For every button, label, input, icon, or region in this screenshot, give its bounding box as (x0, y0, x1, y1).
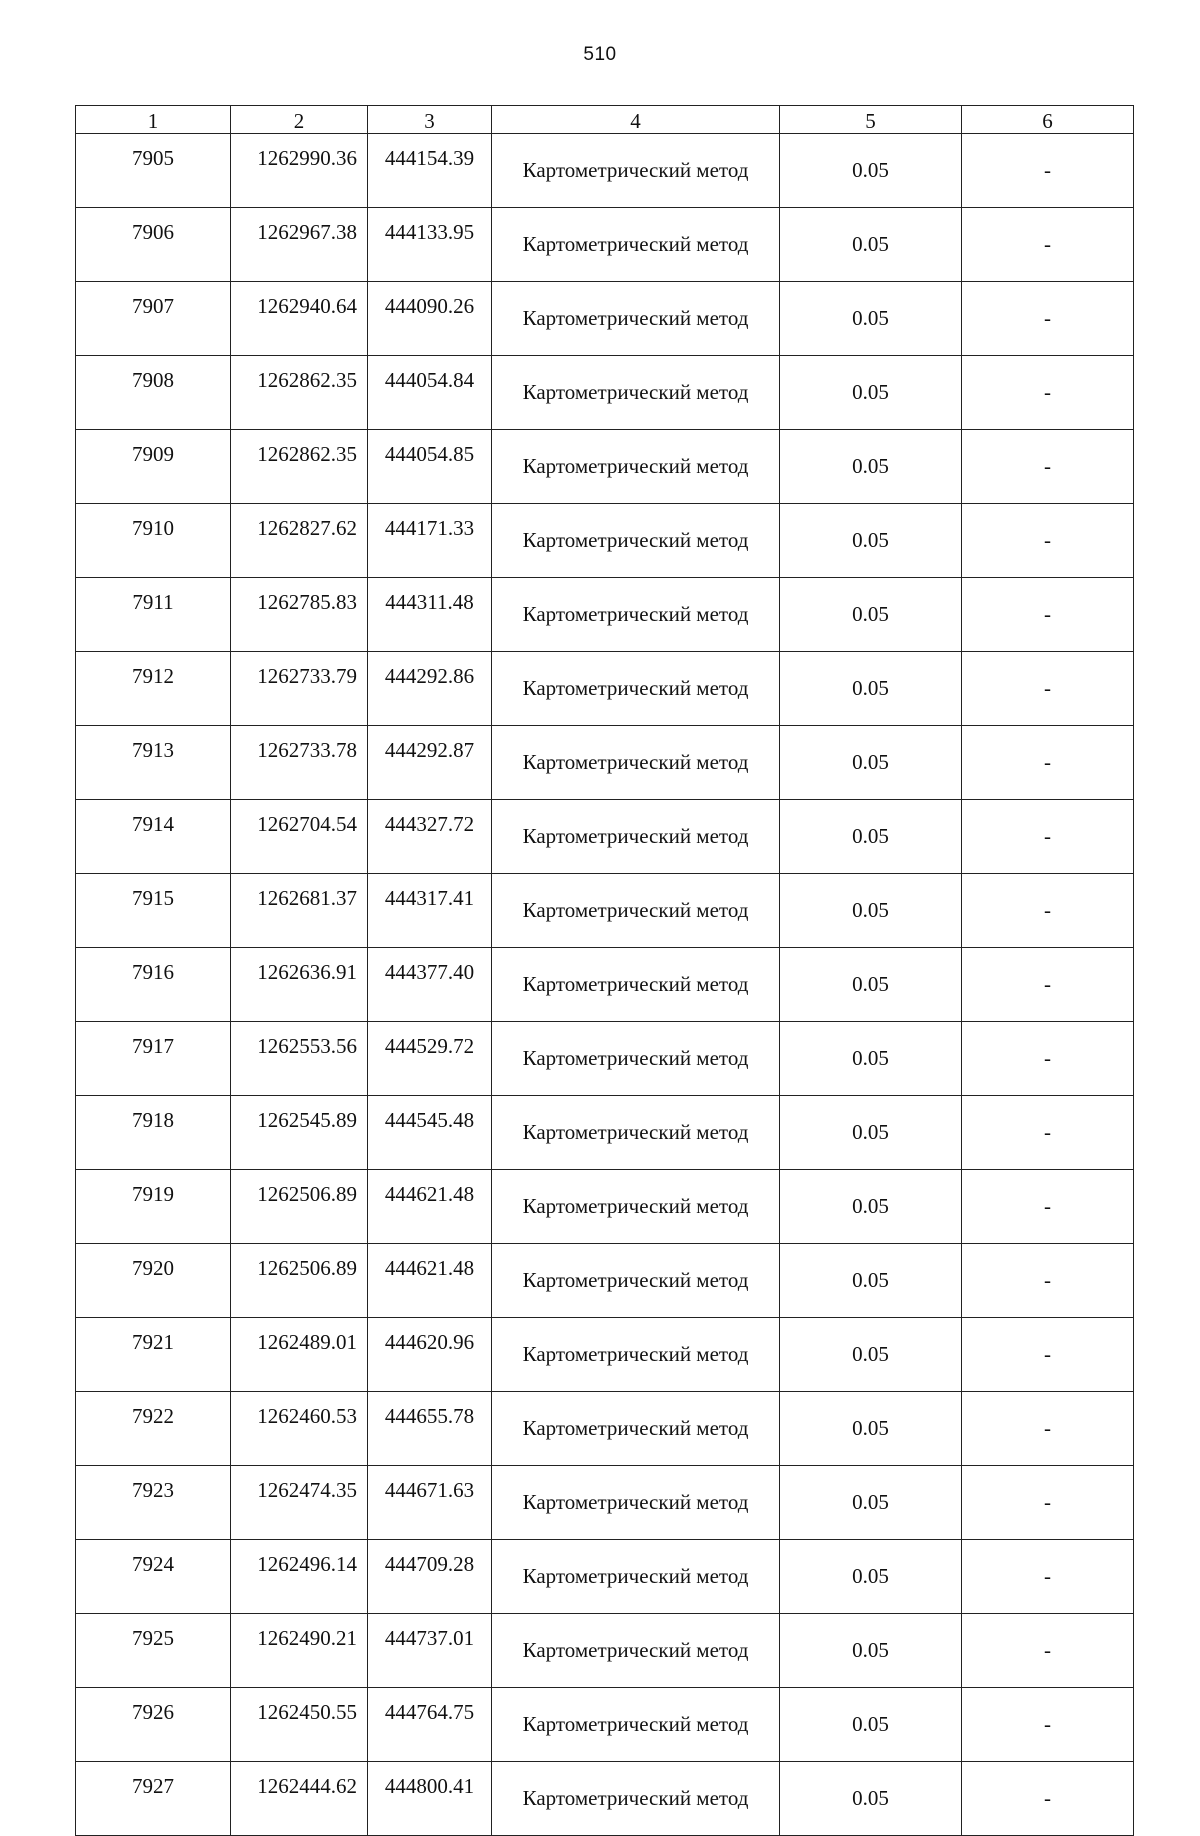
accuracy-cell: 0.05 (780, 578, 962, 652)
point-number-cell: 7920 (76, 1244, 231, 1318)
method-cell: Картометрический метод (492, 1466, 780, 1540)
table-row (76, 800, 1134, 874)
point-number-cell: 7917 (76, 1022, 231, 1096)
y-coordinate-cell: 444800.41 (368, 1762, 492, 1836)
accuracy-cell: 0.05 (780, 1392, 962, 1466)
method-cell: Картометрический метод (492, 726, 780, 800)
method-cell: Картометрический метод (492, 1244, 780, 1318)
table-row (76, 504, 1134, 578)
method-cell: Картометрический метод (492, 134, 780, 208)
point-number-cell: 7911 (76, 578, 231, 652)
x-coordinate-cell: 1262704.54 (231, 800, 368, 874)
y-coordinate-cell: 444327.72 (368, 800, 492, 874)
y-coordinate-cell: 444737.01 (368, 1614, 492, 1688)
method-cell: Картометрический метод (492, 1762, 780, 1836)
y-coordinate-cell: 444621.48 (368, 1170, 492, 1244)
y-coordinate-cell: 444620.96 (368, 1318, 492, 1392)
x-coordinate-cell: 1262940.64 (231, 282, 368, 356)
accuracy-cell: 0.05 (780, 948, 962, 1022)
accuracy-cell: 0.05 (780, 282, 962, 356)
x-coordinate-cell: 1262785.83 (231, 578, 368, 652)
x-coordinate-cell: 1262733.79 (231, 652, 368, 726)
note-cell: - (962, 1022, 1134, 1096)
x-coordinate-cell: 1262636.91 (231, 948, 368, 1022)
table-row (76, 282, 1134, 356)
x-coordinate-cell: 1262681.37 (231, 874, 368, 948)
accuracy-cell: 0.05 (780, 1540, 962, 1614)
method-cell: Картометрический метод (492, 948, 780, 1022)
accuracy-cell: 0.05 (780, 1244, 962, 1318)
table-row (76, 1540, 1134, 1614)
note-cell: - (962, 1170, 1134, 1244)
x-coordinate-cell: 1262506.89 (231, 1170, 368, 1244)
note-cell: - (962, 1688, 1134, 1762)
accuracy-cell: 0.05 (780, 1762, 962, 1836)
method-cell: Картометрический метод (492, 1022, 780, 1096)
accuracy-cell: 0.05 (780, 356, 962, 430)
method-cell: Картометрический метод (492, 578, 780, 652)
x-coordinate-cell: 1262862.35 (231, 356, 368, 430)
accuracy-cell: 0.05 (780, 874, 962, 948)
column-header: 5 (780, 106, 962, 134)
point-number-cell: 7923 (76, 1466, 231, 1540)
y-coordinate-cell: 444292.87 (368, 726, 492, 800)
accuracy-cell: 0.05 (780, 208, 962, 282)
table-row (76, 948, 1134, 1022)
accuracy-cell: 0.05 (780, 1170, 962, 1244)
point-number-cell: 7912 (76, 652, 231, 726)
table-row (76, 1170, 1134, 1244)
y-coordinate-cell: 444671.63 (368, 1466, 492, 1540)
x-coordinate-cell: 1262489.01 (231, 1318, 368, 1392)
table-row (76, 1466, 1134, 1540)
method-cell: Картометрический метод (492, 430, 780, 504)
column-header: 3 (368, 106, 492, 134)
note-cell: - (962, 1096, 1134, 1170)
point-number-cell: 7927 (76, 1762, 231, 1836)
column-header: 1 (76, 106, 231, 134)
y-coordinate-cell: 444377.40 (368, 948, 492, 1022)
method-cell: Картометрический метод (492, 874, 780, 948)
y-coordinate-cell: 444529.72 (368, 1022, 492, 1096)
y-coordinate-cell: 444655.78 (368, 1392, 492, 1466)
note-cell: - (962, 578, 1134, 652)
y-coordinate-cell: 444311.48 (368, 578, 492, 652)
accuracy-cell: 0.05 (780, 652, 962, 726)
x-coordinate-cell: 1262733.78 (231, 726, 368, 800)
note-cell: - (962, 1540, 1134, 1614)
method-cell: Картометрический метод (492, 1540, 780, 1614)
method-cell: Картометрический метод (492, 1392, 780, 1466)
y-coordinate-cell: 444054.85 (368, 430, 492, 504)
y-coordinate-cell: 444621.48 (368, 1244, 492, 1318)
method-cell: Картометрический метод (492, 1318, 780, 1392)
table-row (76, 1022, 1134, 1096)
point-number-cell: 7924 (76, 1540, 231, 1614)
point-number-cell: 7907 (76, 282, 231, 356)
point-number-cell: 7916 (76, 948, 231, 1022)
note-cell: - (962, 948, 1134, 1022)
note-cell: - (962, 208, 1134, 282)
column-header: 4 (492, 106, 780, 134)
note-cell: - (962, 504, 1134, 578)
x-coordinate-cell: 1262496.14 (231, 1540, 368, 1614)
x-coordinate-cell: 1262545.89 (231, 1096, 368, 1170)
y-coordinate-cell: 444154.39 (368, 134, 492, 208)
table-row (76, 874, 1134, 948)
point-number-cell: 7913 (76, 726, 231, 800)
x-coordinate-cell: 1262553.56 (231, 1022, 368, 1096)
table-row (76, 1762, 1134, 1836)
table-row (76, 652, 1134, 726)
y-coordinate-cell: 444292.86 (368, 652, 492, 726)
accuracy-cell: 0.05 (780, 1614, 962, 1688)
point-number-cell: 7919 (76, 1170, 231, 1244)
note-cell: - (962, 652, 1134, 726)
table-row (76, 578, 1134, 652)
table-row (76, 208, 1134, 282)
table-row (76, 134, 1134, 208)
method-cell: Картометрический метод (492, 1170, 780, 1244)
table-header-row (76, 106, 1134, 134)
table-row (76, 356, 1134, 430)
method-cell: Картометрический метод (492, 208, 780, 282)
table-row (76, 1614, 1134, 1688)
table-row (76, 1318, 1134, 1392)
point-number-cell: 7914 (76, 800, 231, 874)
method-cell: Картометрический метод (492, 282, 780, 356)
accuracy-cell: 0.05 (780, 430, 962, 504)
x-coordinate-cell: 1262967.38 (231, 208, 368, 282)
note-cell: - (962, 430, 1134, 504)
point-number-cell: 7910 (76, 504, 231, 578)
point-number-cell: 7915 (76, 874, 231, 948)
x-coordinate-cell: 1262490.21 (231, 1614, 368, 1688)
point-number-cell: 7909 (76, 430, 231, 504)
note-cell: - (962, 1318, 1134, 1392)
x-coordinate-cell: 1262474.35 (231, 1466, 368, 1540)
note-cell: - (962, 1762, 1134, 1836)
point-number-cell: 7918 (76, 1096, 231, 1170)
y-coordinate-cell: 444133.95 (368, 208, 492, 282)
y-coordinate-cell: 444545.48 (368, 1096, 492, 1170)
point-number-cell: 7925 (76, 1614, 231, 1688)
method-cell: Картометрический метод (492, 652, 780, 726)
method-cell: Картометрический метод (492, 1096, 780, 1170)
note-cell: - (962, 1614, 1134, 1688)
note-cell: - (962, 1466, 1134, 1540)
y-coordinate-cell: 444764.75 (368, 1688, 492, 1762)
point-number-cell: 7905 (76, 134, 231, 208)
column-header: 6 (962, 106, 1134, 134)
accuracy-cell: 0.05 (780, 1022, 962, 1096)
y-coordinate-cell: 444709.28 (368, 1540, 492, 1614)
accuracy-cell: 0.05 (780, 134, 962, 208)
coordinates-table (75, 105, 1134, 1836)
point-number-cell: 7922 (76, 1392, 231, 1466)
x-coordinate-cell: 1262444.62 (231, 1762, 368, 1836)
point-number-cell: 7906 (76, 208, 231, 282)
column-header: 2 (231, 106, 368, 134)
table-body (76, 134, 1134, 1836)
accuracy-cell: 0.05 (780, 800, 962, 874)
table-row (76, 1392, 1134, 1466)
accuracy-cell: 0.05 (780, 1096, 962, 1170)
table-row (76, 1096, 1134, 1170)
table-row (76, 1244, 1134, 1318)
note-cell: - (962, 726, 1134, 800)
y-coordinate-cell: 444317.41 (368, 874, 492, 948)
method-cell: Картометрический метод (492, 1614, 780, 1688)
note-cell: - (962, 800, 1134, 874)
note-cell: - (962, 1392, 1134, 1466)
method-cell: Картометрический метод (492, 800, 780, 874)
accuracy-cell: 0.05 (780, 504, 962, 578)
method-cell: Картометрический метод (492, 1688, 780, 1762)
x-coordinate-cell: 1262450.55 (231, 1688, 368, 1762)
page-number: 510 (583, 44, 617, 65)
accuracy-cell: 0.05 (780, 1318, 962, 1392)
x-coordinate-cell: 1262990.36 (231, 134, 368, 208)
x-coordinate-cell: 1262862.35 (231, 430, 368, 504)
note-cell: - (962, 356, 1134, 430)
method-cell: Картометрический метод (492, 504, 780, 578)
note-cell: - (962, 1244, 1134, 1318)
note-cell: - (962, 282, 1134, 356)
accuracy-cell: 0.05 (780, 726, 962, 800)
y-coordinate-cell: 444171.33 (368, 504, 492, 578)
y-coordinate-cell: 444054.84 (368, 356, 492, 430)
table-row (76, 430, 1134, 504)
point-number-cell: 7926 (76, 1688, 231, 1762)
table-row (76, 1688, 1134, 1762)
point-number-cell: 7921 (76, 1318, 231, 1392)
y-coordinate-cell: 444090.26 (368, 282, 492, 356)
x-coordinate-cell: 1262827.62 (231, 504, 368, 578)
point-number-cell: 7908 (76, 356, 231, 430)
x-coordinate-cell: 1262506.89 (231, 1244, 368, 1318)
table-row (76, 726, 1134, 800)
note-cell: - (962, 134, 1134, 208)
accuracy-cell: 0.05 (780, 1688, 962, 1762)
note-cell: - (962, 874, 1134, 948)
x-coordinate-cell: 1262460.53 (231, 1392, 368, 1466)
accuracy-cell: 0.05 (780, 1466, 962, 1540)
method-cell: Картометрический метод (492, 356, 780, 430)
